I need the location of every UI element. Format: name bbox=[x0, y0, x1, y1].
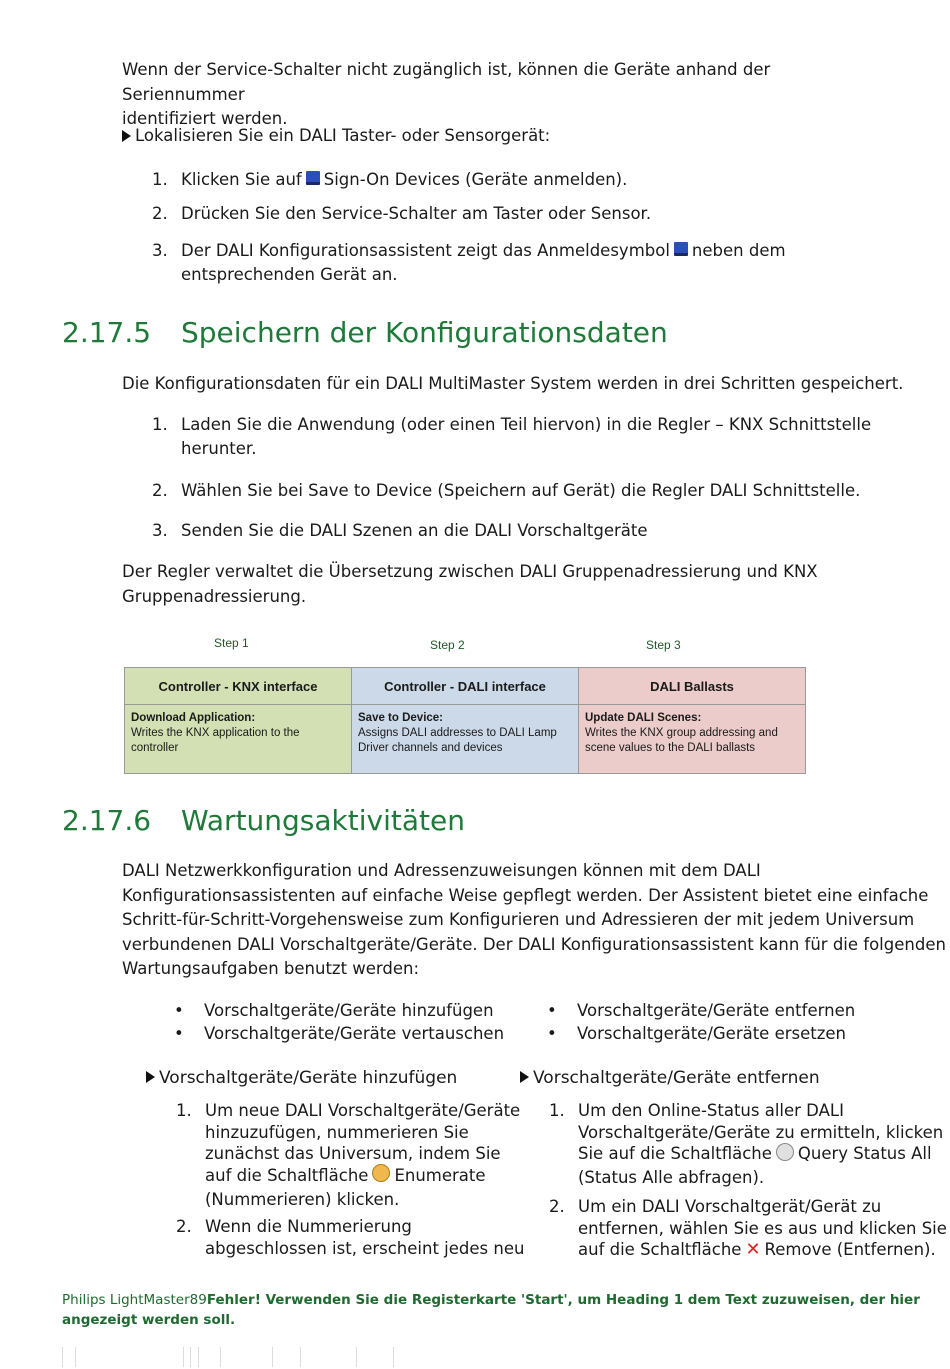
step-text-2: herunter. bbox=[181, 439, 257, 458]
sec6-paragraph bbox=[122, 859, 946, 982]
step-number: 2. bbox=[152, 481, 168, 500]
step-text-2: neben dem bbox=[691, 241, 786, 260]
bullet-list-left bbox=[174, 999, 504, 1045]
step-number: 3. bbox=[152, 241, 168, 260]
cell-title: Save to Device: bbox=[358, 712, 444, 724]
step-text-2: Sign-On Devices (Geräte anmelden). bbox=[323, 170, 628, 189]
procedure-title-text: Vorschaltgeräte/Geräte entfernen bbox=[533, 1068, 820, 1088]
paragraph-line: verbundenen DALI Vorschaltgeräte/Geräte. Der DALI Konfigurationsassistent kann für die folgenden bbox=[122, 934, 946, 954]
sec5-paragraph-2 bbox=[122, 560, 818, 609]
step-line: entfernen, wählen Sie es aus und klicken Sie bbox=[578, 1218, 947, 1238]
step-line: (Nummerieren) klicken. bbox=[205, 1189, 400, 1209]
list-item: • Vorschaltgeräte/Geräte ersetzen bbox=[547, 1024, 846, 1043]
list-item-text: Vorschaltgeräte/Geräte ersetzen bbox=[577, 1024, 846, 1043]
procedure-title-text: Vorschaltgeräte/Geräte hinzufügen bbox=[159, 1068, 458, 1088]
section-heading-2-17-5 bbox=[62, 316, 668, 349]
step-line: hinzuzufügen, nummerieren Sie bbox=[205, 1122, 469, 1142]
column-header-ballasts: DALI Ballasts bbox=[579, 668, 806, 705]
step-line: Wenn die Nummerierung bbox=[205, 1217, 412, 1236]
step-text: Der DALI Konfigurationsassistent zeigt das Anmeldesymbol bbox=[181, 241, 670, 260]
step-1-label: Step 1 bbox=[214, 636, 249, 650]
query-status-icon bbox=[776, 1143, 794, 1161]
step-line: Um den Online-Status aller DALI bbox=[578, 1101, 844, 1120]
procedure-arrow-icon bbox=[122, 130, 131, 142]
list-item-text: Vorschaltgeräte/Geräte hinzufügen bbox=[204, 1001, 494, 1020]
section-paragraph: Die Konfigurationsdaten für ein DALI MultiMaster System werden in drei Schritten gespeichert. bbox=[122, 374, 904, 393]
paragraph-line: Konfigurationsassistenten auf einfache Weise gepflegt werden. Der Assistent bietet eine einfache bbox=[122, 885, 929, 905]
procedure-title-text: Lokalisieren Sie ein DALI Taster- oder Sensorgerät: bbox=[135, 126, 551, 145]
step-number: 1. bbox=[152, 170, 168, 189]
procedure-arrow-icon bbox=[146, 1071, 155, 1083]
section-heading-2-17-6 bbox=[62, 804, 465, 837]
step-2-label: Step 2 bbox=[430, 638, 465, 652]
intro-paragraph bbox=[122, 58, 882, 132]
step-text: Laden Sie die Anwendung (oder einen Teil hiervon) in die Regler – KNX Schnittstelle bbox=[181, 415, 872, 434]
section-title: Wartungsaktivitäten bbox=[181, 804, 465, 837]
cell-text: Writes the KNX application to the controller bbox=[131, 727, 300, 754]
step-line: zunächst das Universum, indem Sie bbox=[205, 1144, 501, 1163]
step-line: Um neue DALI Vorschaltgeräte/Geräte bbox=[205, 1101, 521, 1120]
bullet-list-right bbox=[547, 999, 855, 1045]
column-header-knx: Controller - KNX interface bbox=[125, 668, 352, 705]
cell-text: Writes the KNX group addressing and scene values to the DALI ballasts bbox=[585, 727, 778, 754]
sign-on-icon bbox=[306, 171, 320, 185]
step-text: Senden Sie die DALI Szenen an die DALI Vorschaltgeräte bbox=[181, 521, 648, 540]
step-line: Remove (Entfernen). bbox=[764, 1240, 936, 1259]
step-line: Sie auf die Schaltfläche bbox=[578, 1144, 772, 1163]
intro-step-3 bbox=[152, 239, 852, 289]
step-number: 2. bbox=[176, 1217, 192, 1236]
step-text: Drücken Sie den Service-Schalter am Taster oder Sensor. bbox=[181, 204, 652, 223]
intro-line-2: identifiziert werden. bbox=[122, 109, 288, 128]
paragraph-line-2: Gruppenadressierung. bbox=[122, 586, 307, 606]
steps-diagram-table bbox=[124, 667, 806, 774]
remove-icon: ✕ bbox=[745, 1239, 761, 1260]
step-line: Um ein DALI Vorschaltgerät/Gerät zu bbox=[578, 1197, 882, 1216]
cell-title: Download Application: bbox=[131, 712, 256, 724]
section-number: 2.17.5 bbox=[62, 316, 152, 349]
footer-brand: Philips LightMaster89 bbox=[62, 1292, 207, 1308]
step-number: 1. bbox=[176, 1101, 192, 1120]
list-item: • Vorschaltgeräte/Geräte hinzufügen bbox=[174, 1001, 494, 1020]
section-title: Speichern der Konfigurationsdaten bbox=[181, 316, 668, 349]
page-footer bbox=[62, 1290, 920, 1330]
column-header-dali: Controller - DALI interface bbox=[352, 668, 579, 705]
list-item: • Vorschaltgeräte/Geräte entfernen bbox=[547, 1001, 856, 1020]
step-line: Enumerate bbox=[394, 1165, 486, 1185]
step-number: 1. bbox=[152, 415, 168, 434]
step-line: Query Status All bbox=[797, 1144, 932, 1163]
paragraph-line: Wartungsaufgaben benutzt werden: bbox=[122, 959, 420, 978]
step-line: Vorschaltgeräte/Geräte zu ermitteln, klicken bbox=[578, 1122, 944, 1142]
section-number: 2.17.6 bbox=[62, 804, 152, 837]
cell-text: Assigns DALI addresses to DALI Lamp Driver channels and devices bbox=[358, 727, 557, 754]
column-cell-knx bbox=[125, 705, 352, 774]
sign-on-icon bbox=[674, 242, 688, 256]
step-number: 1. bbox=[549, 1101, 565, 1120]
column-cell-dali bbox=[352, 705, 579, 774]
step-text-3: entsprechenden Gerät an. bbox=[181, 265, 398, 284]
enumerate-icon bbox=[372, 1164, 390, 1182]
footer-error-text: Fehler! Verwenden Sie die Registerkarte 'Start', um Heading 1 dem Text zuzuweisen, der hier bbox=[206, 1292, 920, 1308]
step-text: Wählen Sie bei Save to Device (Speichern auf Gerät) die Regler DALI Schnittstelle. bbox=[181, 481, 861, 500]
list-item-text: Vorschaltgeräte/Geräte entfernen bbox=[577, 1001, 856, 1020]
step-3-label: Step 3 bbox=[646, 638, 681, 652]
step-number: 2. bbox=[549, 1197, 565, 1216]
procedure-arrow-icon bbox=[520, 1071, 529, 1083]
step-line: auf die Schaltfläche bbox=[205, 1165, 369, 1185]
intro-line-1: Wenn der Service-Schalter nicht zugänglich ist, können die Geräte anhand der Seriennummer bbox=[122, 60, 771, 104]
footer-error-text-2: angezeigt werden soll. bbox=[62, 1312, 236, 1328]
list-item: • Vorschaltgeräte/Geräte vertauschen bbox=[174, 1024, 505, 1043]
step-line: abgeschlossen ist, erscheint jedes neu bbox=[205, 1238, 525, 1258]
step-line: auf die Schaltfläche bbox=[578, 1240, 742, 1259]
column-cell-ballasts bbox=[579, 705, 806, 774]
procedure-title bbox=[122, 124, 550, 149]
step-number: 3. bbox=[152, 521, 168, 540]
list-item-text: Vorschaltgeräte/Geräte vertauschen bbox=[204, 1024, 505, 1043]
paragraph-line: DALI Netzwerkkonfiguration und Adressenzuweisungen können mit dem DALI bbox=[122, 861, 761, 880]
step-number: 2. bbox=[152, 204, 168, 223]
remove-procedure-title bbox=[520, 1068, 820, 1088]
step-line: (Status Alle abfragen). bbox=[578, 1168, 765, 1187]
cell-title: Update DALI Scenes: bbox=[585, 712, 702, 724]
paragraph-line-1: Der Regler verwaltet die Übersetzung zwischen DALI Gruppenadressierung und KNX bbox=[122, 562, 818, 581]
paragraph-line: Schritt-für-Schritt-Vorgehensweise zum Konfigurieren und Adressieren der mit jedem Universum bbox=[122, 910, 915, 929]
add-procedure-title bbox=[146, 1068, 457, 1088]
step-text: Klicken Sie auf bbox=[181, 170, 302, 189]
